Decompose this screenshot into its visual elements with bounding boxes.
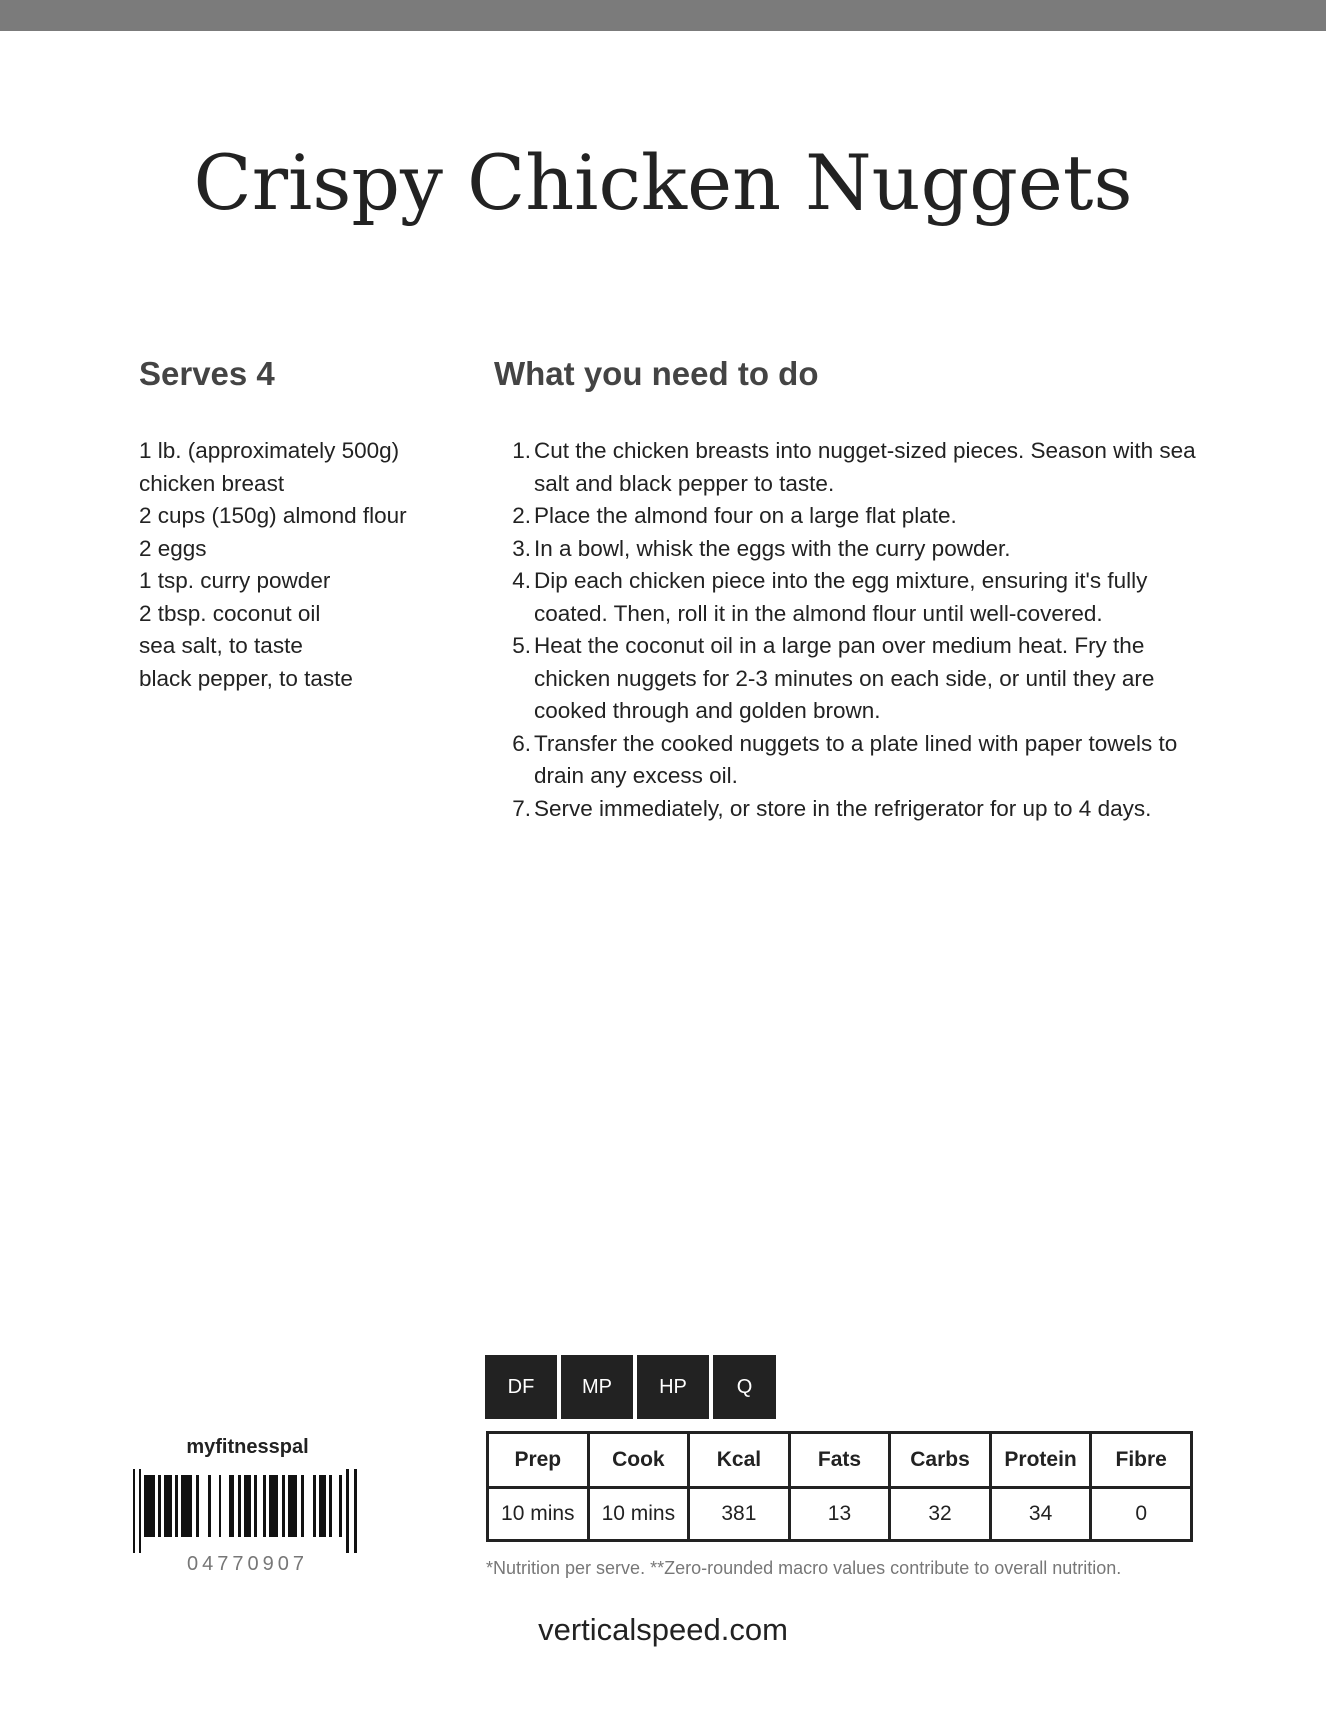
ingredient-item: 2 tbsp. coconut oil <box>139 600 321 626</box>
header-fibre: Fibre <box>1091 1433 1192 1488</box>
value-cook: 10 mins <box>588 1488 689 1541</box>
diet-tags <box>485 1355 776 1419</box>
step-item <box>494 793 1204 826</box>
step-number: 3. <box>512 535 531 561</box>
step-text: Heat the coconut oil in a large pan over medium heat. Fry the chicken nuggets for 2-3 minutes on each side, or until they are cooked through and golden brown. <box>534 633 1155 723</box>
step-number: 7. <box>512 795 531 821</box>
ingredient-list <box>139 435 449 695</box>
method-steps <box>494 435 1204 825</box>
method-heading: What you need to do <box>494 355 819 392</box>
ingredient-item: 2 eggs <box>139 535 207 561</box>
serves-heading: Serves 4 <box>139 355 275 392</box>
step-item <box>494 565 1204 630</box>
header-protein: Protein <box>990 1433 1091 1488</box>
step-item <box>494 500 1204 533</box>
step-item <box>494 728 1204 793</box>
ingredient-item: chicken breast <box>139 470 285 496</box>
header-fats: Fats <box>789 1433 890 1488</box>
step-number: 5. <box>512 633 531 658</box>
step-number: 2. <box>512 503 531 528</box>
nutrition-table <box>486 1431 1193 1542</box>
header-carbs: Carbs <box>890 1433 991 1488</box>
tag-q: Q <box>713 1355 776 1419</box>
value-protein: 34 <box>990 1488 1091 1541</box>
step-item <box>494 533 1204 566</box>
value-carbs: 32 <box>890 1488 991 1541</box>
tag-hp: HP <box>637 1355 709 1419</box>
step-text: Serve immediately, or store in the refrigerator for up to 4 days. <box>534 795 1152 821</box>
step-text: Place the almond four on a large flat plate. <box>534 503 957 528</box>
ingredient-item: 1 lb. (approximately 500g) <box>139 438 400 463</box>
value-fibre: 0 <box>1091 1488 1192 1541</box>
value-kcal: 381 <box>689 1488 790 1541</box>
nutrition-header-row <box>488 1433 1192 1488</box>
nutrition-footnote: *Nutrition per serve. **Zero-rounded macro values contribute to overall nutrition. <box>486 1558 1122 1578</box>
top-bar <box>0 0 1326 31</box>
header-kcal: Kcal <box>689 1433 790 1488</box>
step-number: 4. <box>512 568 531 593</box>
website-url: verticalspeed.com <box>538 1612 788 1647</box>
tag-df: DF <box>485 1355 557 1419</box>
step-text: Transfer the cooked nuggets to a plate lined with paper towels to drain any excess oil. <box>534 730 1178 788</box>
step-text: Dip each chicken piece into the egg mixture, ensuring it's fully coated. Then, roll it in the almond flour until well-covered. <box>534 568 1148 626</box>
ingredient-item: sea salt, to taste <box>139 633 303 658</box>
tag-mp: MP <box>561 1355 633 1419</box>
step-text: Cut the chicken breasts into nugget-sized pieces. Season with sea salt and black pepper to taste. <box>534 438 1196 496</box>
barcode <box>133 1469 363 1553</box>
step-number: 6. <box>512 730 531 756</box>
value-fats: 13 <box>789 1488 890 1541</box>
header-cook: Cook <box>588 1433 689 1488</box>
step-item <box>494 630 1204 728</box>
ingredient-item: 2 cups (150g) almond flour <box>139 503 407 528</box>
recipe-title: Crispy Chicken Nuggets <box>193 138 1133 227</box>
nutrition-value-row <box>488 1488 1192 1541</box>
step-text: In a bowl, whisk the eggs with the curry powder. <box>534 535 1011 561</box>
step-number: 1. <box>512 438 531 463</box>
ingredient-item: 1 tsp. curry powder <box>139 568 331 593</box>
brand-label: myfitnesspal <box>186 1436 309 1458</box>
ingredient-item: black pepper, to taste <box>139 665 353 691</box>
barcode-number: 04770907 <box>187 1553 308 1575</box>
header-prep: Prep <box>488 1433 589 1488</box>
value-prep: 10 mins <box>488 1488 589 1541</box>
step-item <box>494 435 1204 500</box>
